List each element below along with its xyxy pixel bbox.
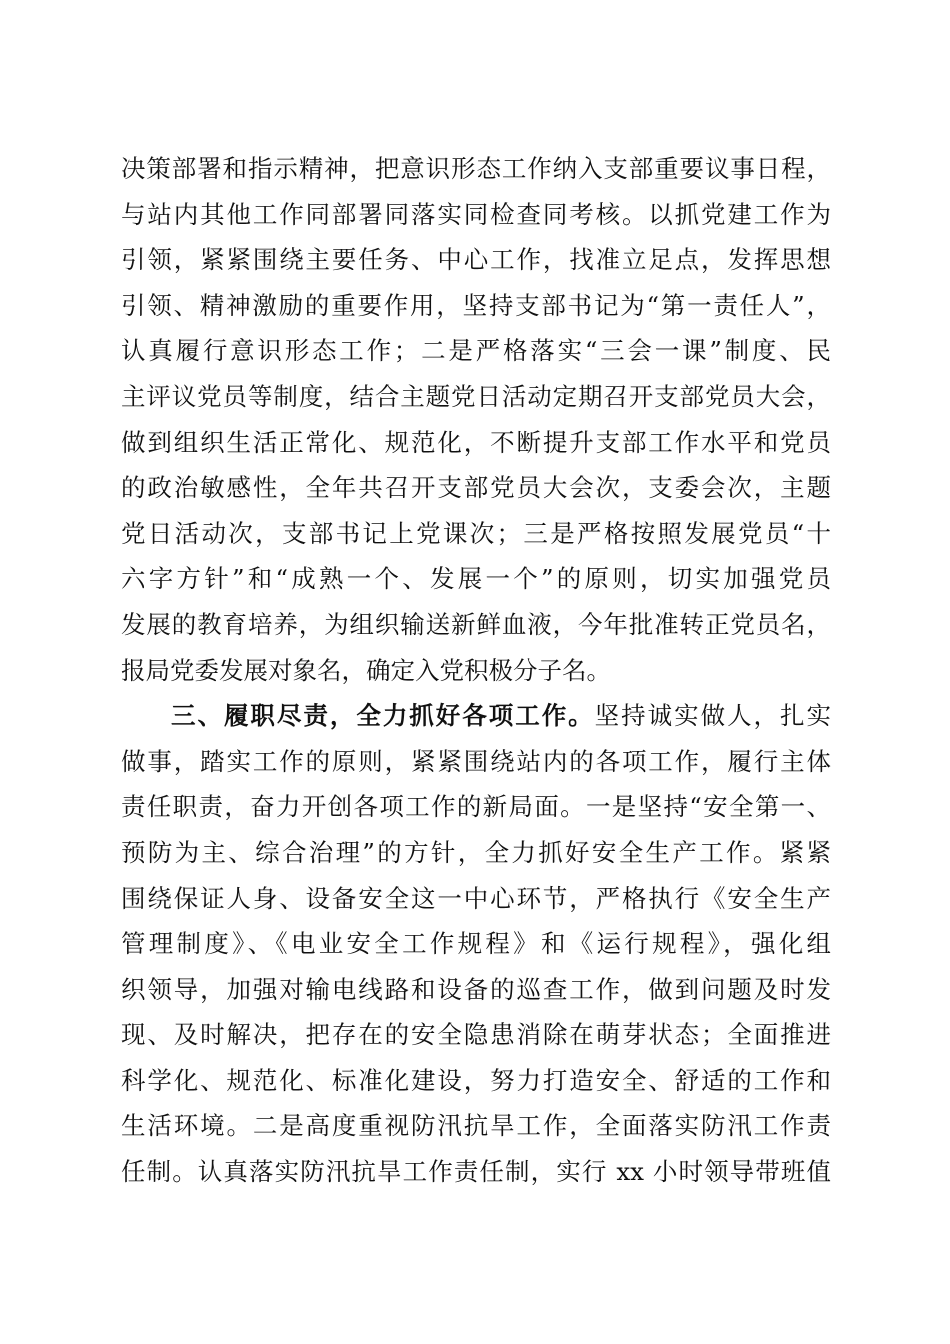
body-text bbox=[121, 146, 831, 1195]
text-line: 发展的教育培养，为组织输送新鲜血液，今年批准转正党员名， bbox=[121, 609, 831, 639]
text-line: 主评议党员等制度，结合主题党日活动定期召开支部党员大会， bbox=[121, 381, 831, 411]
section-3-first-line-text: 坚持诚实做人，扎实 bbox=[594, 701, 832, 731]
text-line: 引领、精神激励的重要作用，坚持支部书记为“第一责任人”， bbox=[121, 290, 831, 320]
text-line: 织领导，加强对输电线路和设备的巡查工作，做到问题及时发 bbox=[121, 974, 831, 1004]
text-line: 科学化、规范化、标准化建设，努力打造安全、舒适的工作和 bbox=[121, 1065, 831, 1095]
text-line: 任制。认真落实防汛抗旱工作责任制，实行 xx 小时领导带班值 bbox=[121, 1157, 831, 1187]
text-line: 引领，紧紧围绕主要任务、中心工作，找准立足点，发挥思想 bbox=[121, 245, 831, 275]
text-line: 与站内其他工作同部署同落实同检查同考核。以抓党建工作为 bbox=[121, 199, 831, 229]
text-line: 六字方针”和“成熟一个、发展一个”的原则，切实加强党员 bbox=[121, 564, 831, 594]
text-line: 管理制度》、《电业安全工作规程》和《运行规程》，强化组 bbox=[121, 929, 831, 959]
text-line: 预防为主、综合治理”的方针，全力抓好安全生产工作。紧紧 bbox=[121, 837, 831, 867]
text-line: 现、及时解决，把存在的安全隐患消除在萌芽状态；全面推进 bbox=[121, 1020, 831, 1050]
text-line: 责任职责，奋力开创各项工作的新局面。一是坚持“安全第一、 bbox=[121, 792, 831, 822]
text-line: 做事，踏实工作的原则，紧紧围绕站内的各项工作，履行主体 bbox=[121, 746, 831, 776]
text-line: 决策部署和指示精神，把意识形态工作纳入支部重要议事日程， bbox=[121, 154, 831, 183]
section-3-heading: 三、履职尽责，全力抓好各项工作。 bbox=[171, 701, 595, 731]
text-line: 的政治敏感性，全年共召开支部党员大会次，支委会次，主题 bbox=[121, 473, 831, 503]
section-3-first-line bbox=[121, 693, 831, 739]
text-line: 党日活动次，支部书记上党课次；三是严格按照发展党员“十 bbox=[121, 518, 831, 548]
text-line: 生活环境。二是高度重视防汛抗旱工作，全面落实防汛工作责 bbox=[121, 1111, 831, 1141]
text-line: 报局党委发展对象名，确定入党积极分子名。 bbox=[121, 655, 611, 685]
text-line: 认真履行意识形态工作；二是严格落实“三会一课”制度、民 bbox=[121, 336, 831, 366]
text-line: 围绕保证人身、设备安全这一中心环节，严格执行《安全生产 bbox=[121, 883, 831, 913]
text-line: 做到组织生活正常化、规范化，不断提升支部工作水平和党员 bbox=[121, 427, 831, 457]
